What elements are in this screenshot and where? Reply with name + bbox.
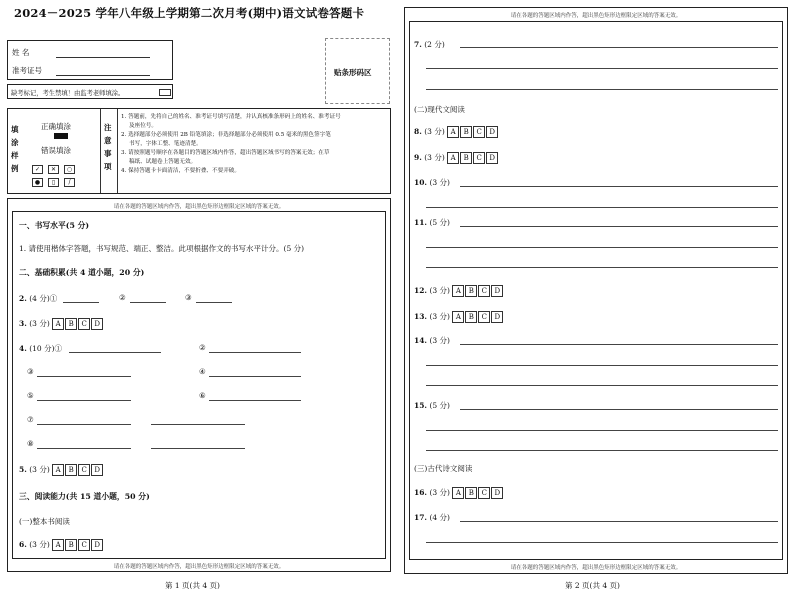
absent-text: 缺考标记，考生禁填！由监考老师填涂。 bbox=[11, 90, 125, 97]
page-1-footer: 第 1 页(共 4 页) bbox=[165, 581, 220, 590]
question-number: 10. bbox=[414, 178, 428, 187]
question-number: 15. bbox=[414, 401, 428, 410]
blank-marker: ③ bbox=[185, 293, 192, 302]
absent-mark-box bbox=[7, 84, 173, 99]
option-d[interactable]: D bbox=[491, 311, 503, 323]
question-number: 2. bbox=[19, 294, 27, 303]
wrong-sample-check: ✓ bbox=[32, 165, 43, 174]
option-b[interactable]: B bbox=[65, 318, 77, 330]
blank-marker: ② bbox=[199, 343, 206, 352]
option-a[interactable]: A bbox=[447, 152, 459, 164]
wrong-sample-cross: ✕ bbox=[48, 165, 59, 174]
blank-marker: ⑥ bbox=[199, 391, 206, 400]
option-a[interactable]: A bbox=[452, 285, 464, 297]
option-c[interactable]: C bbox=[78, 464, 90, 476]
question-score: (3 分) bbox=[429, 286, 450, 295]
answer-inner-box bbox=[12, 211, 386, 559]
absent-checkbox[interactable] bbox=[159, 89, 171, 96]
question-4 bbox=[19, 343, 62, 354]
note-line: 及座位号。 bbox=[129, 123, 157, 129]
question-score: (5 分) bbox=[429, 401, 450, 410]
note-line: 4. 保持答题卡卡面清洁，不要折叠、不要弄破。 bbox=[121, 168, 240, 174]
option-a[interactable]: A bbox=[52, 539, 64, 551]
option-d[interactable]: D bbox=[491, 285, 503, 297]
option-d[interactable]: D bbox=[91, 539, 103, 551]
wrong-fill-label: 错误填涂 bbox=[41, 146, 71, 155]
exam-no-field[interactable] bbox=[56, 75, 150, 76]
student-info-box bbox=[7, 40, 173, 80]
answer-line[interactable] bbox=[37, 448, 131, 449]
subsection-whole-book: (一)整本书阅读 bbox=[19, 517, 70, 526]
question-number: 14. bbox=[414, 336, 428, 345]
question-score: (3 分) bbox=[29, 319, 50, 328]
section-1-heading: 一、书写水平(5 分) bbox=[19, 221, 90, 230]
question-17 bbox=[414, 512, 450, 523]
notes-divider bbox=[117, 109, 118, 193]
question-number: 12. bbox=[414, 286, 428, 295]
answer-line[interactable] bbox=[426, 385, 778, 386]
question-7 bbox=[414, 39, 445, 50]
answer-line[interactable] bbox=[460, 186, 778, 187]
note-line: 稿纸、试题卷上答题无效。 bbox=[129, 159, 197, 165]
answer-notice-bottom: 请在各题的答题区域内作答，超出黑色矩形边框限定区域的答案无效。 bbox=[113, 564, 285, 570]
question-score: (3 分) bbox=[29, 465, 50, 474]
sample-divider bbox=[100, 109, 101, 193]
question-score: (3 分) bbox=[429, 488, 450, 497]
question-score: (2 分) bbox=[424, 40, 445, 49]
question-number: 17. bbox=[414, 513, 428, 522]
correct-fill-sample bbox=[54, 133, 68, 139]
question-score: (4 分)① bbox=[29, 294, 58, 303]
question-score: (4 分) bbox=[429, 513, 450, 522]
fill-sample-vertical-label: 填 涂 样 例 bbox=[11, 125, 19, 173]
question-score: (3 分) bbox=[424, 153, 445, 162]
blank-marker: ④ bbox=[199, 367, 206, 376]
option-a[interactable]: A bbox=[52, 318, 64, 330]
answer-line[interactable] bbox=[426, 365, 778, 366]
blank-marker: ③ bbox=[27, 367, 34, 376]
question-1: 1. 请使用楷体字答题，书写规范、端正、整洁。此项根据作文的书写水平计分。(5 分) bbox=[19, 244, 305, 253]
answer-line[interactable] bbox=[130, 302, 166, 303]
question-6 bbox=[19, 539, 104, 551]
wrong-sample-dot: ● bbox=[32, 178, 43, 187]
question-score: (3 分) bbox=[29, 540, 50, 549]
question-16 bbox=[414, 487, 504, 499]
answer-line[interactable] bbox=[37, 400, 131, 401]
question-number: 9. bbox=[414, 153, 422, 162]
correct-fill-label: 正确填涂 bbox=[41, 122, 71, 131]
blank-marker: ⑦ bbox=[27, 415, 34, 424]
answer-notice-top: 请在各题的答题区域内作答，超出黑色矩形边框限定区域的答案无效。 bbox=[510, 13, 682, 19]
question-12 bbox=[414, 285, 504, 297]
question-11 bbox=[414, 217, 450, 228]
question-score: (10 分)① bbox=[29, 344, 63, 353]
question-score: (3 分) bbox=[429, 178, 450, 187]
question-score: (3 分) bbox=[429, 312, 450, 321]
answer-line[interactable] bbox=[460, 409, 778, 410]
wrong-sample-slash: / bbox=[64, 178, 75, 187]
blank-marker: ② bbox=[119, 293, 126, 302]
answer-line[interactable] bbox=[69, 352, 161, 353]
answer-line[interactable] bbox=[426, 267, 778, 268]
question-number: 7. bbox=[414, 40, 422, 49]
option-d[interactable]: D bbox=[91, 464, 103, 476]
option-c[interactable]: C bbox=[478, 311, 490, 323]
answer-area-page2 bbox=[404, 7, 788, 574]
question-number: 13. bbox=[414, 312, 428, 321]
answer-line[interactable] bbox=[426, 89, 778, 90]
answer-line[interactable] bbox=[209, 376, 301, 377]
exam-no-label: 准考证号 bbox=[12, 66, 42, 75]
option-d[interactable]: D bbox=[91, 318, 103, 330]
question-score: (5 分) bbox=[429, 218, 450, 227]
option-b[interactable]: B bbox=[460, 126, 472, 138]
wrong-fill-samples-2 bbox=[32, 172, 100, 191]
answer-notice-top: 请在各题的答题区域内作答，超出黑色矩形边框限定区域的答案无效。 bbox=[113, 204, 285, 210]
section-3-heading: 三、阅读能力(共 15 道小题，50 分) bbox=[19, 492, 150, 501]
question-number: 11. bbox=[414, 218, 428, 227]
note-line: 书写，字体工整、笔迹清楚。 bbox=[129, 141, 202, 147]
answer-line[interactable] bbox=[426, 430, 778, 431]
answer-line[interactable] bbox=[426, 247, 778, 248]
answer-inner-box bbox=[409, 21, 783, 560]
question-number: 3. bbox=[19, 319, 27, 328]
question-15 bbox=[414, 400, 450, 411]
answer-line[interactable] bbox=[196, 302, 232, 303]
option-a[interactable]: A bbox=[452, 311, 464, 323]
answer-line[interactable] bbox=[426, 450, 778, 451]
answer-area-page1 bbox=[7, 198, 391, 572]
answer-line[interactable] bbox=[460, 226, 778, 227]
option-b[interactable]: B bbox=[65, 464, 77, 476]
subsection-classical-reading: (三)古代诗文阅读 bbox=[414, 464, 473, 473]
answer-line[interactable] bbox=[460, 344, 778, 345]
note-line: 1. 答题前，先将自己的姓名、准考证号填写清楚，并认真核准条形码上的姓名、准考证号 bbox=[121, 114, 341, 120]
notes-vertical-label: 注 意 事 项 bbox=[104, 123, 112, 171]
answer-notice-bottom: 请在各题的答题区域内作答，超出黑色矩形边框限定区域的答案无效。 bbox=[510, 565, 682, 571]
answer-line[interactable] bbox=[460, 521, 778, 522]
question-13 bbox=[414, 311, 504, 323]
question-number: 5. bbox=[19, 465, 27, 474]
note-line: 2. 选择题部分必须使用 2B 铅笔填涂；非选择题部分必须使用 0.5 毫米的黑色签字笔 bbox=[121, 132, 331, 138]
option-a[interactable]: A bbox=[447, 126, 459, 138]
option-b[interactable]: B bbox=[465, 487, 477, 499]
question-5 bbox=[19, 464, 104, 476]
option-c[interactable]: C bbox=[473, 152, 485, 164]
answer-line[interactable] bbox=[426, 207, 778, 208]
question-number: 16. bbox=[414, 488, 428, 497]
subsection-modern-reading: (二)现代文阅读 bbox=[414, 105, 465, 114]
notes-list bbox=[121, 113, 389, 176]
option-a[interactable]: A bbox=[52, 464, 64, 476]
option-b[interactable]: B bbox=[460, 152, 472, 164]
option-c[interactable]: C bbox=[473, 126, 485, 138]
question-number: 6. bbox=[19, 540, 27, 549]
question-3 bbox=[19, 318, 104, 330]
option-c[interactable]: C bbox=[78, 539, 90, 551]
question-number: 4. bbox=[19, 344, 27, 353]
page-2-footer: 第 2 页(共 4 页) bbox=[565, 581, 620, 590]
section-2-heading: 二、基础积累(共 4 道小题，20 分) bbox=[19, 268, 145, 277]
answer-line[interactable] bbox=[63, 302, 99, 303]
question-score: (3 分) bbox=[424, 127, 445, 136]
question-9 bbox=[414, 152, 499, 164]
answer-line[interactable] bbox=[37, 424, 131, 425]
option-c[interactable]: C bbox=[78, 318, 90, 330]
barcode-area bbox=[325, 38, 390, 104]
option-d[interactable]: D bbox=[486, 152, 498, 164]
answer-line[interactable] bbox=[37, 376, 131, 377]
question-number: 8. bbox=[414, 127, 422, 136]
option-a[interactable]: A bbox=[452, 487, 464, 499]
blank-marker: ⑧ bbox=[27, 439, 34, 448]
blank-marker: ⑤ bbox=[27, 391, 34, 400]
answer-line[interactable] bbox=[151, 448, 245, 449]
answer-line[interactable] bbox=[151, 424, 245, 425]
question-10 bbox=[414, 177, 450, 188]
answer-line[interactable] bbox=[460, 47, 778, 48]
question-2 bbox=[19, 293, 57, 304]
answer-line[interactable] bbox=[426, 68, 778, 69]
option-d[interactable]: D bbox=[491, 487, 503, 499]
wrong-sample-circle: ○ bbox=[64, 165, 75, 174]
fill-sample-box bbox=[7, 108, 391, 194]
option-d[interactable]: D bbox=[486, 126, 498, 138]
question-14 bbox=[414, 335, 450, 346]
option-c[interactable]: C bbox=[478, 285, 490, 297]
question-8 bbox=[414, 126, 499, 138]
answer-line[interactable] bbox=[426, 542, 778, 543]
question-score: (3 分) bbox=[429, 336, 450, 345]
note-line: 3. 请按照题号顺序在各题目的答题区域内作答，超出答题区域书写的答案无效；在草 bbox=[121, 150, 330, 156]
page-title: 2024－2025 学年八年级上学期第二次月考(期中)语文试卷答题卡 bbox=[14, 6, 365, 20]
barcode-label: 贴条形码区 bbox=[334, 68, 372, 77]
option-b[interactable]: B bbox=[465, 311, 477, 323]
wrong-sample-half: ▯ bbox=[48, 178, 59, 187]
name-label: 姓 名 bbox=[12, 48, 30, 57]
option-b[interactable]: B bbox=[465, 285, 477, 297]
option-c[interactable]: C bbox=[478, 487, 490, 499]
name-field[interactable] bbox=[56, 57, 150, 58]
option-b[interactable]: B bbox=[65, 539, 77, 551]
answer-line[interactable] bbox=[209, 400, 301, 401]
answer-line[interactable] bbox=[209, 352, 301, 353]
